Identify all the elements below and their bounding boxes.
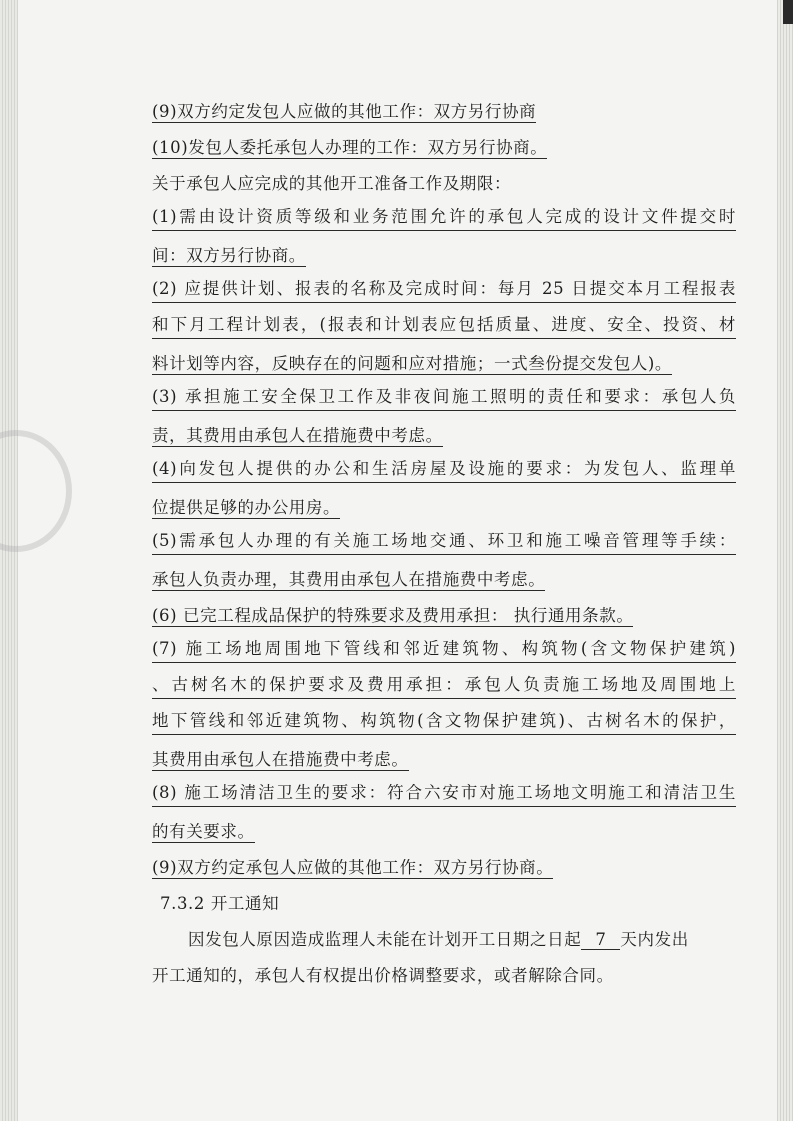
clause-line: (6) 已完工程成品保护的特殊要求及费用承担： 执行通用条款。 xyxy=(152,606,634,625)
page-stack-edge-left xyxy=(0,0,18,1121)
clause-line: (9)双方约定发包人应做的其他工作：双方另行协商 xyxy=(152,102,537,121)
clause-line: 间：双方另行协商。 xyxy=(152,246,306,265)
clause-line: (7) 施工场地周围地下管线和邻近建筑物、构筑物(含文物保护建筑) xyxy=(152,636,736,663)
clause-line: (3) 承担施工安全保卫工作及非夜间施工照明的责任和要求：承包人负 xyxy=(152,384,736,411)
clause-line: 其费用由承包人在措施费中考虑。 xyxy=(152,750,409,769)
clause-line: (8) 施工场清洁卫生的要求：符合六安市对施工场地文明施工和清洁卫生 xyxy=(152,780,736,807)
scan-corner-mark xyxy=(783,0,793,24)
document-body xyxy=(152,96,742,985)
clause-line: (4)向发包人提供的办公和生活房屋及设施的要求：为发包人、监理单 xyxy=(152,456,736,483)
clause-line: (2) 应提供计划、报表的名称及完成时间：每月 25 日提交本月工程报表 xyxy=(152,276,736,303)
clause-line: 和下月工程计划表，(报表和计划表应包括质量、进度、安全、投资、材 xyxy=(152,312,736,339)
notice-text-tail: 天内发出 xyxy=(620,930,689,949)
clause-line: 责，其费用由承包人在措施费中考虑。 xyxy=(152,426,443,445)
clause-line: (5)需承包人办理的有关施工场地交通、环卫和施工噪音管理等手续： xyxy=(152,528,736,555)
clause-line: 承包人负责办理，其费用由承包人在措施费中考虑。 xyxy=(152,570,546,589)
clause-line: (9)双方约定承包人应做的其他工作：双方另行协商。 xyxy=(152,858,554,877)
page-stack-edge-right xyxy=(777,0,793,1121)
clause-line: (10)发包人委托承包人办理的工作：双方另行协商。 xyxy=(152,138,548,157)
days-value: 7 xyxy=(581,930,620,950)
clause-line: 料计划等内容，反映存在的问题和应对措施；一式叁份提交发包人)。 xyxy=(152,354,673,373)
faded-stamp xyxy=(0,430,72,552)
clause-line: 地下管线和邻近建筑物、构筑物(含文物保护建筑)、古树名木的保护， xyxy=(152,708,736,735)
section-heading: 关于承包人应完成的其他开工准备工作及期限： xyxy=(152,174,512,193)
clause-line: (1)需由设计资质等级和业务范围允许的承包人完成的设计文件提交时 xyxy=(152,204,736,231)
clause-line: 、古树名木的保护要求及费用承担：承包人负责施工场地及周围地上 xyxy=(152,672,736,699)
clause-line: 位提供足够的办公用房。 xyxy=(152,498,341,517)
section-number-heading: 7.3.2 开工通知 xyxy=(160,894,280,913)
notice-text: 因发包人原因造成监理人未能在计划开工日期之日起 xyxy=(188,930,582,949)
clause-line: 的有关要求。 xyxy=(152,822,255,841)
notice-text-continued: 开工通知的，承包人有权提出价格调整要求，或者解除合同。 xyxy=(152,966,614,985)
